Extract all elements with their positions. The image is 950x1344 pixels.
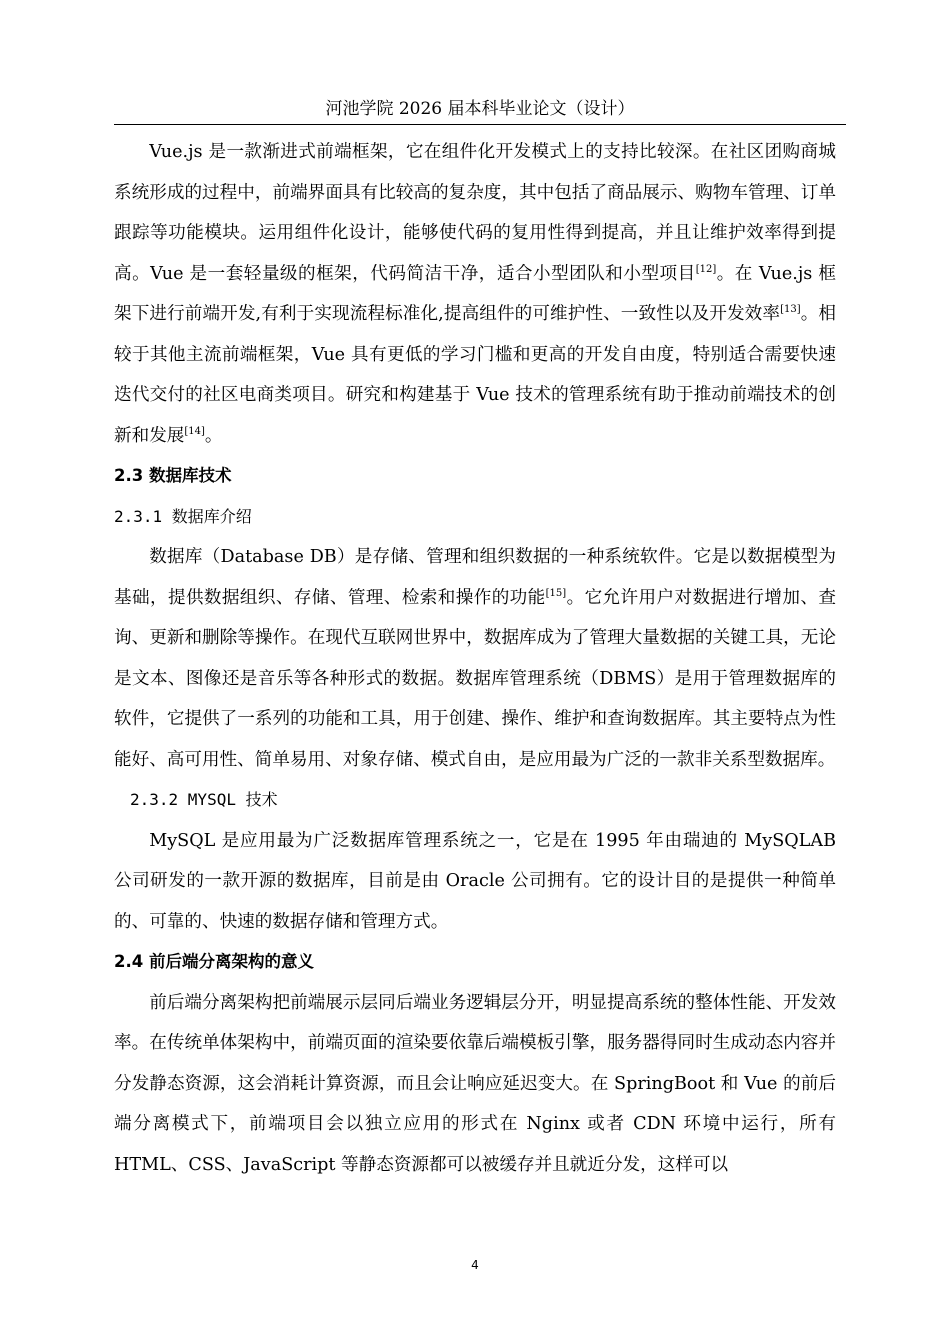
db-text-b: 。它允许用户对数据进行增加、查询、更新和删除等操作。在现代互联网世界中，数据库成为了管理大量数据的关键工具，无论是文本、图像还是音乐等各种形式的数据。数据库管理系统（DBMS）是用于管理数据库的软件，它提供了一系列的功能和工具，用于创建、操作、维护和查询数据库。其主要特点为性能好、高可用性、简单易用、对象存储、模式自由，是应用最为广泛的一款非关系型数据库。: [114, 587, 836, 770]
section-2-3-heading: 2.3 数据库技术: [114, 466, 232, 485]
database-paragraph: [114, 537, 836, 780]
page-body: [114, 132, 836, 1185]
db-text-a: 数据库（Database DB）是存储、管理和组织数据的一种系统软件。它是以数据模型为基础，提供数据组织、存储、管理、检索和操作的功能: [114, 547, 836, 608]
page-number: 4: [471, 1258, 479, 1272]
citation-13: [13]: [780, 304, 801, 316]
header-title: 河池学院 2026 届本科毕业论文（设计）: [325, 99, 635, 119]
subsection-2-3-2-heading: 2.3.2 MYSQL 技术: [130, 790, 278, 809]
running-header: [114, 94, 846, 125]
architecture-paragraph: 前后端分离架构把前端展示层同后端业务逻辑层分开，明显提高系统的整体性能、开发效率。在传统单体架构中，前端页面的渲染要依靠后端模板引擎，服务器得同时生成动态内容并分发静态资源，这会消耗计算资源，而且会让响应延迟变大。在 SpringBoot 和 Vue 的前后端分离模式下，前端项目会以独立应用的形式在 Nginx 或者 CDN 环境中运行，所有 HTML、CSS、JavaScript 等静态资源都可以被缓存并且就近分发，这样可以: [114, 992, 836, 1175]
citation-15: [15]: [545, 587, 567, 599]
section-2-4-heading: 2.4 前后端分离架构的意义: [114, 952, 314, 971]
vue-text-c: 。相较于其他主流前端框架，Vue 具有更低的学习门槛和更高的开发自由度，特别适合需要快速迭代交付的社区电商类项目。研究和构建基于 Vue 技术的管理系统有助于推动前端技术的创新和发展: [114, 304, 836, 446]
vue-text-d: 。: [204, 425, 223, 446]
vue-paragraph: [114, 132, 836, 456]
citation-12: [12]: [695, 263, 717, 275]
vue-text-b: 。在 Vue.js 框架下进行前端开发,有利于实现流程标准化,提高组件的可维护性、一致性以及开发效率: [114, 263, 836, 324]
mysql-paragraph: MySQL 是应用最为广泛数据库管理系统之一，它是在 1995 年由瑞迪的 MySQLAB 公司研发的一款开源的数据库，目前是由 Oracle 公司拥有。它的设计目的是提供一种简单的、可靠的、快速的数据存储和管理方式。: [114, 830, 836, 932]
vue-text-a: Vue.js 是一款渐进式前端框架，它在组件化开发模式上的支持比较深。在社区团购商城系统形成的过程中，前端界面具有比较高的复杂度，其中包括了商品展示、购物车管理、订单跟踪等功能模块。运用组件化设计，能够使代码的复用性得到提高，并且让维护效率得到提高。Vue 是一套轻量级的框架，代码简洁干净，适合小型团队和小型项目: [114, 142, 836, 284]
citation-14: [14]: [184, 425, 205, 437]
subsection-2-3-1-heading: 2.3.1 数据库介绍: [114, 506, 252, 526]
